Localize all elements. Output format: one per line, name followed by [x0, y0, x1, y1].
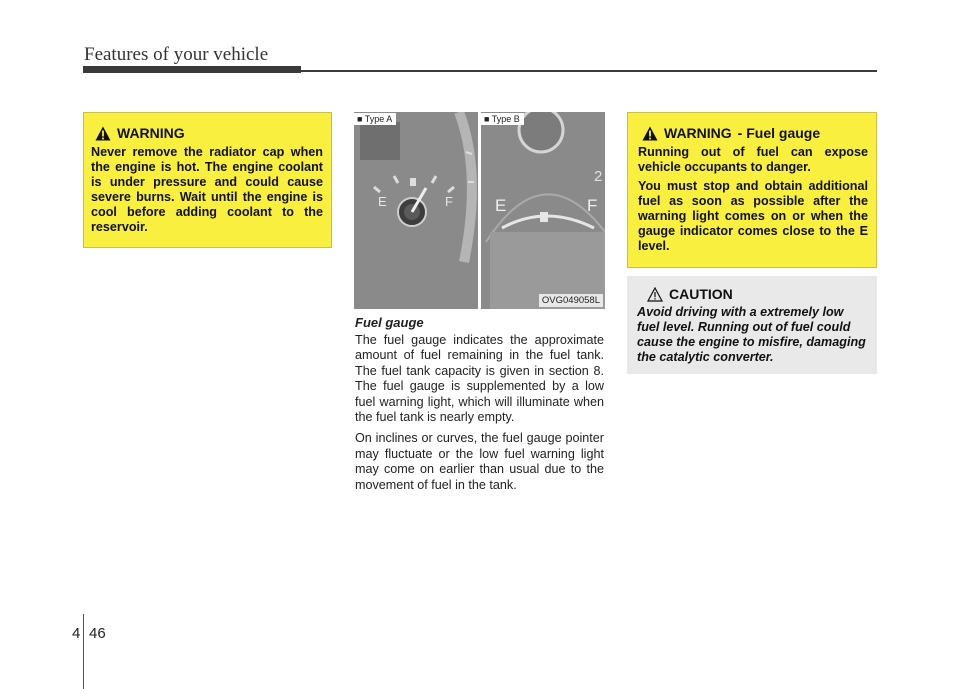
fuel-gauge-paragraph-1: The fuel gauge indicates the approximate amount of fuel remaining in the fuel tank. The fuel tank capacity is given in section 8. The fuel gauge is supplemented by a low fuel warning light, which will illuminate when the fuel tank is nearly empty.	[355, 333, 604, 425]
fuel-gauge-figure	[354, 112, 605, 309]
caution-triangle-icon	[647, 287, 663, 302]
page-header-title: Features of your vehicle	[84, 44, 269, 65]
fuel-warning-subheading: - Fuel gauge	[737, 125, 821, 141]
fuel-gauge-section	[355, 315, 604, 499]
section-title: Fuel gauge	[355, 315, 424, 330]
caution-heading-text: CAUTION	[669, 286, 733, 302]
gauge-b-full-mark: F	[587, 196, 598, 215]
coolant-warning-heading-text: WARNING	[117, 125, 185, 141]
figure-code: OVG049058L	[539, 294, 603, 307]
footer-divider	[83, 614, 84, 689]
coolant-warning-text: Never remove the radiator cap when the engine is hot. The engine coolant is under pressure and could cause severe burns. Wait until the engine is cool before adding coolant to the reservoir.	[91, 145, 323, 234]
caution-heading	[647, 286, 869, 302]
gauge-b-empty-mark: E	[495, 196, 507, 215]
coolant-warning-box	[83, 112, 332, 248]
gauge-b-edge-digit: 2	[594, 168, 603, 185]
type-a-label: ■ Type A	[354, 113, 396, 125]
section-number: 4	[72, 625, 81, 642]
coolant-warning-heading	[95, 125, 323, 141]
page-number: 46	[89, 625, 106, 642]
gauge-a-full-mark: F	[445, 194, 453, 209]
fuel-warning-text-1: Running out of fuel can expose vehicle occupants to danger.	[638, 145, 868, 174]
fuel-warning-text-2: You must stop and obtain additional fuel as soon as possible after the warning light comes on or when the gauge indicator comes close to the E level.	[638, 179, 868, 253]
warning-triangle-icon	[642, 126, 658, 141]
gauge-a-empty-mark: E	[378, 194, 387, 209]
caution-text: Avoid driving with a extremely low fuel level. Running out of fuel could cause the engine to misfire, damaging the catalytic converter.	[637, 305, 866, 364]
fuel-warning-heading	[642, 125, 868, 141]
header-bar	[83, 66, 301, 73]
fuel-gauge-illustration	[354, 112, 605, 309]
fuel-warning-box	[627, 112, 877, 268]
header-rule	[301, 70, 877, 72]
warning-triangle-icon	[95, 126, 111, 141]
fuel-warning-heading-text: WARNING	[664, 125, 732, 141]
caution-box	[627, 276, 877, 374]
type-b-label: ■ Type B	[481, 113, 524, 125]
fuel-gauge-paragraph-2: On inclines or curves, the fuel gauge pointer may fluctuate or the low fuel warning light may come on earlier than usual due to the movement of fuel in the tank.	[355, 431, 604, 492]
